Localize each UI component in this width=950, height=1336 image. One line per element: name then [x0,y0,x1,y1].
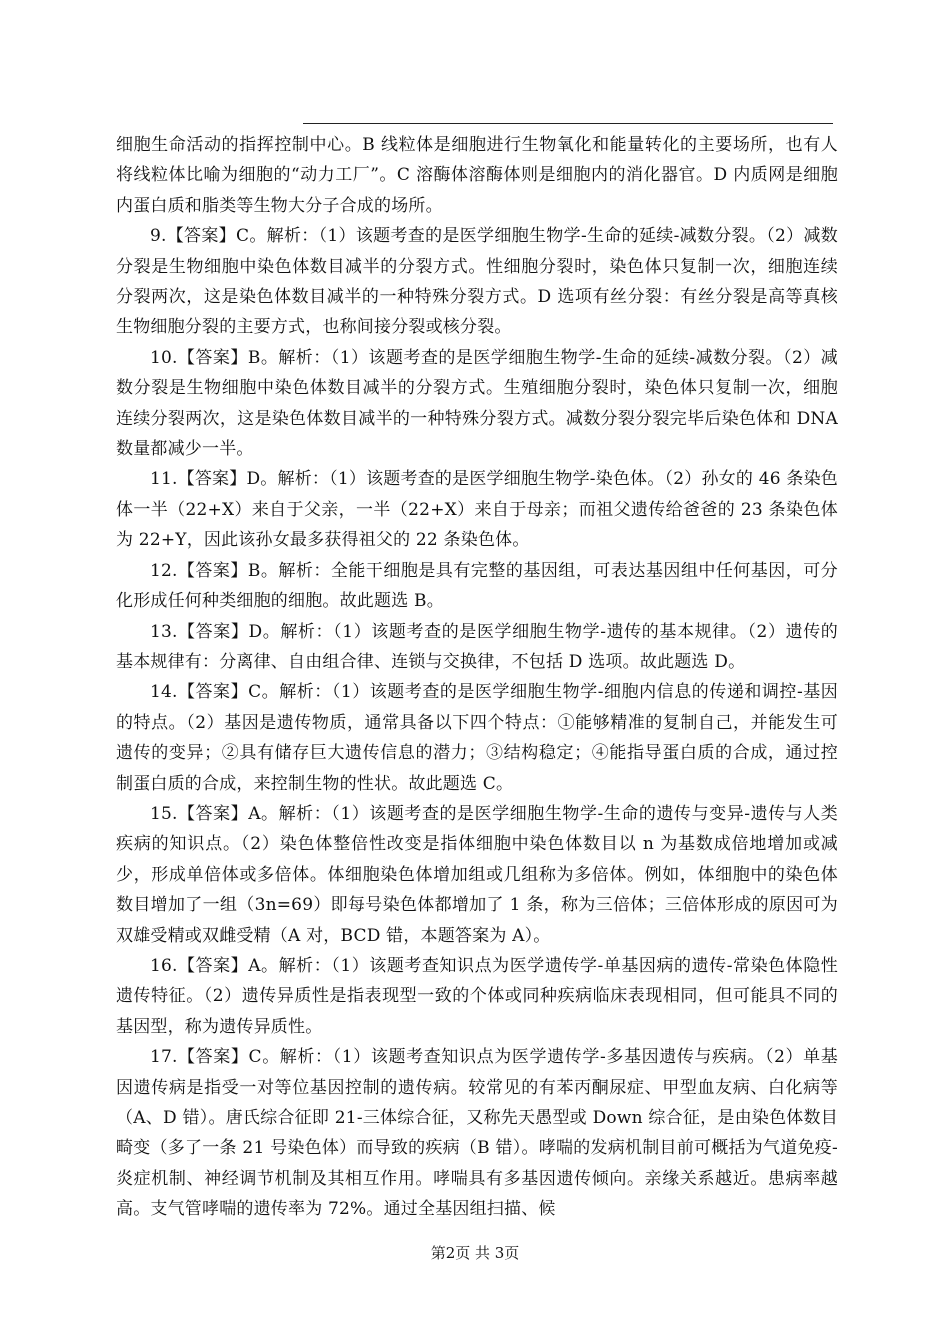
document-body [116,130,838,1225]
answer-q10: 10.【答案】B。解析：（1）该题考查的是医学细胞生物学-生命的延续-减数分裂。（2）减数分裂是生物细胞中染色体数目减半的分裂方式。生殖细胞分裂时，染色体只复制一次，细胞连续分裂两次，这是染色体数目减半的一种特殊分裂方式。减数分裂分裂完毕后染色体和 DNA 数量都减少一半。 [116,347,838,460]
answer-q16: 16.【答案】A。解析：（1）该题考查知识点为医学遗传学-单基因病的遗传-常染色体隐性遗传特征。（2）遗传异质性是指表现型一致的个体或同种疾病临床表现相同，但可能具不同的基因型，称为遗传异质性。 [116,955,838,1037]
answer-q11: 11.【答案】D。解析：（1）该题考查的是医学细胞生物学-染色体。（2）孙女的 46 条染色体一半（22+X）来自于父亲，一半（22+X）来自于母亲；而祖父遗传给爸爸的 23 条染色体为 22+Y，因此该孙女最多获得祖父的 22 条染色体。 [116,469,838,551]
answer-q13: 13.【答案】D。解析：（1）该题考查的是医学细胞生物学-遗传的基本规律。（2）遗传的基本规律有：分离律、自由组合律、连锁与交换律，不包括 D 选项。故此题选 D。 [116,621,838,672]
paragraph-continuation: 细胞生命活动的指挥控制中心。B 线粒体是细胞进行生物氧化和能量转化的主要场所，也有人将线粒体比喻为细胞的“动力工厂”。C 溶酶体溶酶体则是细胞内的消化器官。D 内质网是细胞内蛋白质和脂类等生物大分子合成的场所。 [116,135,838,216]
answer-q9: 9.【答案】C。解析：（1）该题考查的是医学细胞生物学-生命的延续-减数分裂。（2）减数分裂是生物细胞中染色体数目减半的分裂方式。性细胞分裂时，染色体只复制一次，细胞连续分裂两次，这是染色体数目减半的一种特殊分裂方式。D 选项有丝分裂：有丝分裂是高等真核生物细胞分裂的主要方式，也称间接分裂或核分裂。 [116,226,838,338]
answer-q12: 12.【答案】B。解析：全能干细胞是具有完整的基因组，可表达基因组中任何基因，可分化形成任何种类细胞的细胞。故此题选 B。 [116,560,838,612]
page-footer: 第2页 共 3页 [430,1244,520,1262]
header-rule [303,123,833,124]
answer-q17: 17.【答案】C。解析：（1）该题考查知识点为医学遗传学-多基因遗传与疾病。（2）单基因遗传病是指受一对等位基因控制的遗传病。较常见的有苯丙酮尿症、甲型血友病、白化病等（A、D 错）。唐氏综合征即 21-三体综合征，又称先天愚型或 Down 综合征，是由染色体数目畸变（多了一条 21 号染色体）而导致的疾病（B 错）。哮喘的发病机制目前可概括为气道免疫-炎症机制、神经调节机制及其相互作用。哮喘具有多基因遗传倾向。亲缘关系越近。患病率越高。支气管哮喘的遗传率为 72%。通过全基因组扫描、候 [116,1047,838,1220]
answer-q14: 14.【答案】C。解析：（1）该题考查的是医学细胞生物学-细胞内信息的传递和调控-基因的特点。（2）基因是遗传物质，通常具备以下四个特点：①能够精准的复制自己，并能发生可遗传的变异；②具有储存巨大遗传信息的潜力；③结构稳定；④能指导蛋白质的合成，通过控制蛋白质的合成，来控制生物的性状。故此题选 C。 [116,682,838,794]
answer-q15: 15.【答案】A。解析：（1）该题考查的是医学细胞生物学-生命的遗传与变异-遗传与人类疾病的知识点。（2）染色体整倍性改变是指体细胞中染色体数目以 n 为基数成倍地增加或减少，形成单倍体或多倍体。体细胞染色体增加组或几组称为多倍体。例如，体细胞中的染色体数目增加了一组（3n=69）即每号染色体都增加了 1 条，称为三倍体；三倍体形成的原因可为双雄受精或双雌受精（A 对，BCD 错，本题答案为 A）。 [116,803,838,946]
